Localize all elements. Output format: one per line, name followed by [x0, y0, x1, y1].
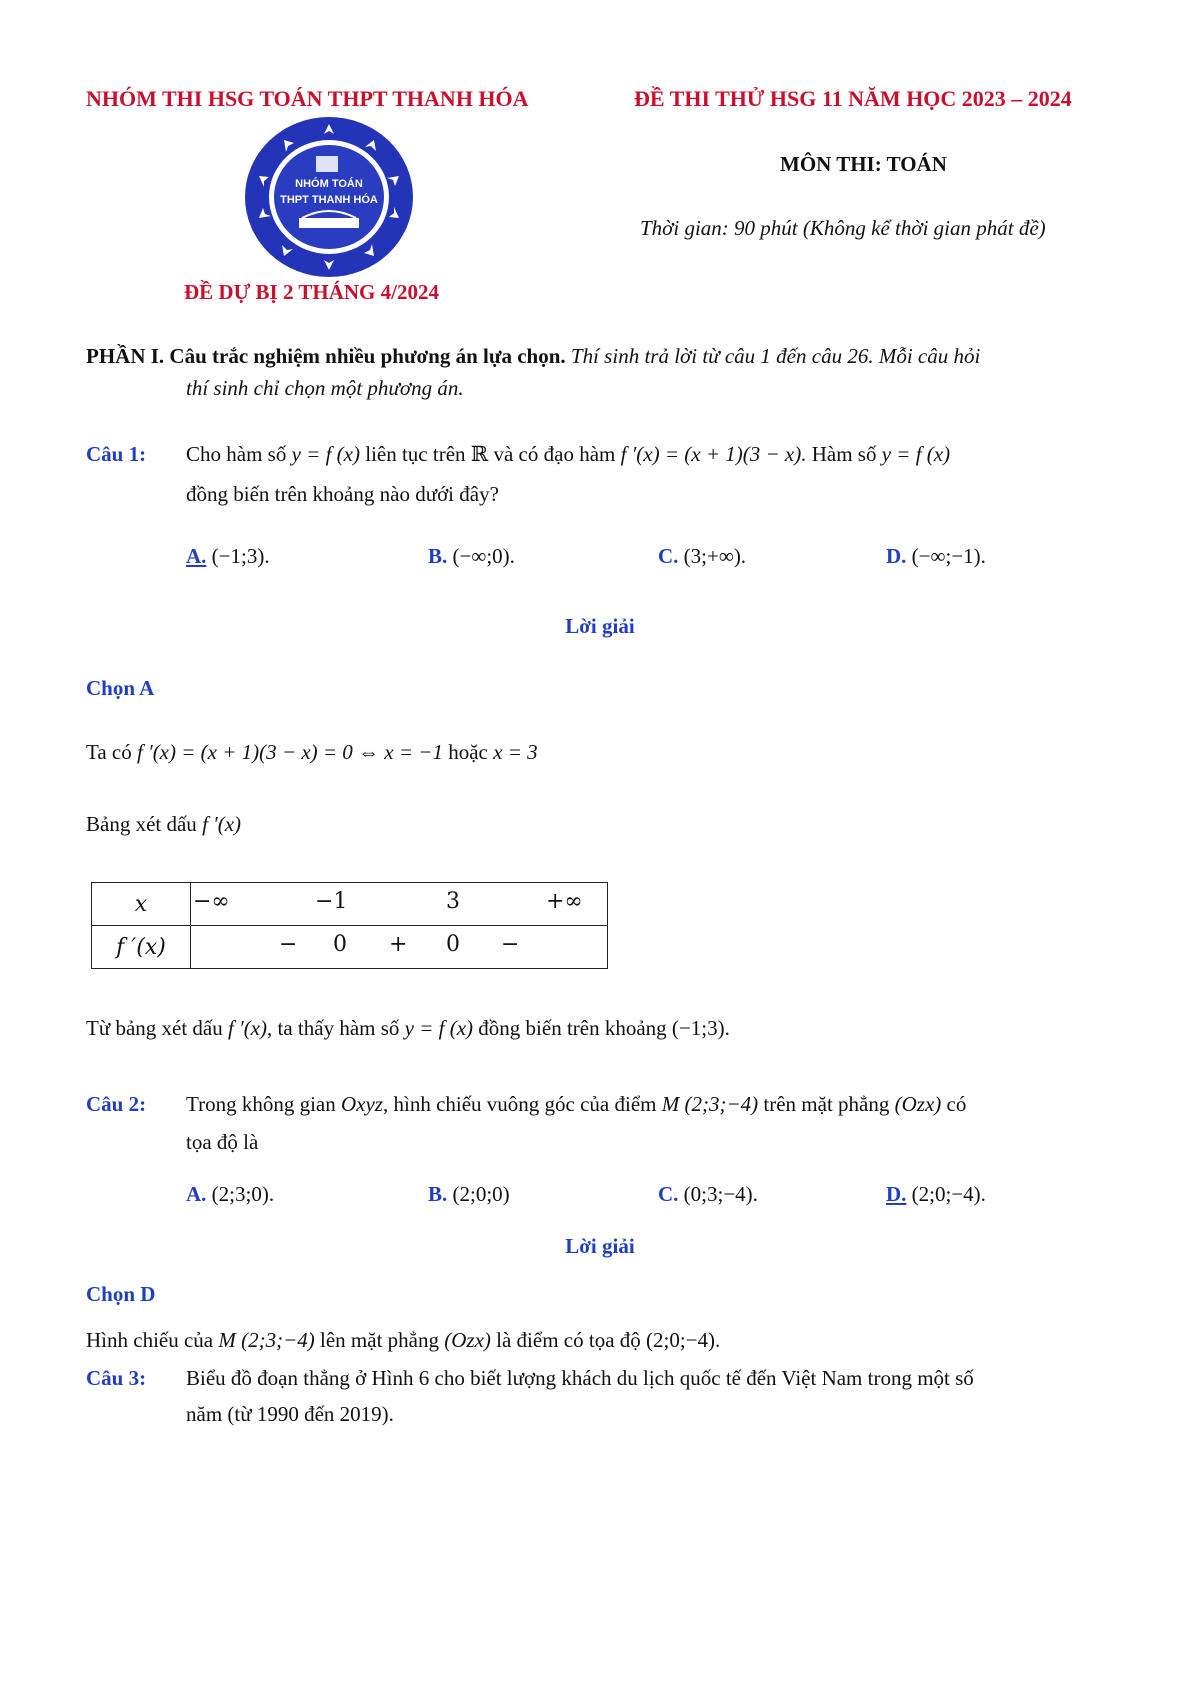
- q1-conclusion-f: (−1;3).: [671, 1016, 730, 1040]
- q2-option-b-value: (2;0;0): [452, 1182, 510, 1206]
- q2-option-d-key: D.: [886, 1182, 907, 1206]
- q1-label: Câu 1:: [86, 442, 147, 466]
- q2-sol-e: là điểm có tọa độ: [496, 1328, 641, 1352]
- q1-option-d-value: (−∞;−1).: [911, 544, 986, 568]
- q2-sol-result: (2;0;−4).: [646, 1328, 721, 1352]
- logo-text-line2: THPT THANH HÓA: [280, 194, 378, 206]
- q2-text: [186, 1092, 966, 1117]
- q1-conclusion-e: đồng biến trên khoảng: [478, 1016, 667, 1040]
- q2-plane: (Ozx): [894, 1092, 942, 1116]
- sign-table-x-values: [191, 883, 608, 926]
- q2-line2: tọa độ là: [186, 1130, 259, 1154]
- q2-sol-c: lên mặt phẳng: [320, 1328, 439, 1352]
- q1-table-label-text: Bảng xét dấu: [86, 812, 197, 836]
- sign-table-x-label: x: [92, 883, 191, 926]
- q1-conclusion-d: y = f (x): [404, 1016, 474, 1040]
- q1-solution-title: Lời giải: [565, 614, 635, 638]
- part1-note: Thí sinh trả lời từ câu 1 đến câu 26. Mỗi câu hỏi: [565, 344, 981, 368]
- q1-table-label-func: f ′(x): [202, 812, 242, 836]
- q1-option-c-key: C.: [658, 544, 679, 568]
- q1-conclusion: [86, 1016, 730, 1041]
- q2-solution: [86, 1328, 720, 1353]
- q2-text-d: có: [946, 1092, 967, 1116]
- q2-option-a: [186, 1182, 274, 1207]
- q1-conclusion-c: , ta thấy hàm số: [267, 1016, 400, 1040]
- q2-option-a-value: (2;3;0).: [211, 1182, 275, 1206]
- q2-option-d: [886, 1182, 986, 1207]
- q2-oxyz: Oxyz: [341, 1092, 383, 1116]
- q3-label: Câu 3:: [86, 1366, 147, 1390]
- q1-derivative: f ′(x) = (x + 1)(3 − x).: [620, 442, 807, 466]
- q1-option-d: [886, 544, 986, 569]
- q2-text-a: Trong không gian: [186, 1092, 336, 1116]
- q1-option-b-value: (−∞;0).: [452, 544, 515, 568]
- q2-text-c: trên mặt phẳng: [763, 1092, 890, 1116]
- sign-value: 0: [446, 932, 460, 957]
- q2-option-b: [428, 1182, 510, 1207]
- q1-text-b: liên tục trên ℝ và có đạo hàm: [365, 442, 616, 466]
- sign-table-row-fp: [92, 926, 608, 969]
- q2-sol-plane: (Ozx): [444, 1328, 491, 1352]
- sign-table-row-x: [92, 883, 608, 926]
- q2-text-b: , hình chiếu vuông góc của điểm: [382, 1092, 657, 1116]
- q2-label: Câu 2:: [86, 1092, 147, 1116]
- q1-conclusion-b: f ′(x): [228, 1016, 268, 1040]
- sign-table-fp-label: f ′(x): [92, 926, 191, 969]
- part1-title: PHẦN I. Câu trắc nghiệm nhiều phương án lựa chọn.: [86, 344, 566, 368]
- x-value: +∞: [546, 889, 583, 914]
- q1-text: [186, 442, 950, 467]
- q1-option-b: [428, 544, 515, 569]
- q1-step1-eq: f ′(x) = (x + 1)(3 − x) = 0 ⇔ x = −1: [137, 740, 443, 764]
- organization-title: NHÓM THI HSG TOÁN THPT THANH HÓA: [86, 86, 529, 111]
- q1-func: y = f (x): [291, 442, 360, 466]
- q1-step1: [86, 740, 538, 765]
- sign-value: 0: [333, 932, 347, 957]
- q1-option-a: [186, 544, 270, 569]
- q2-option-c-value: (0;3;−4).: [683, 1182, 758, 1206]
- q2-option-c-key: C.: [658, 1182, 679, 1206]
- q2-choice: Chọn D: [86, 1282, 156, 1306]
- sign-value: −: [501, 932, 520, 957]
- q2-sol-point: M (2;3;−4): [218, 1328, 315, 1352]
- part1-note-line2: thí sinh chỉ chọn một phương án.: [186, 376, 464, 400]
- x-value: −∞: [193, 889, 230, 914]
- exam-title: ĐỀ THI THỬ HSG 11 NĂM HỌC 2023 – 2024: [634, 86, 1072, 111]
- subject-title: MÔN THI: TOÁN: [780, 152, 947, 176]
- q1-line2: đồng biến trên khoảng nào dưới đây?: [186, 482, 499, 506]
- q1-choice: Chọn A: [86, 676, 155, 700]
- sign-table: [91, 882, 608, 969]
- group-logo: [244, 116, 414, 278]
- sign-value: +: [389, 932, 408, 957]
- q2-option-d-value: (2;0;−4).: [911, 1182, 986, 1206]
- logo-text-line1: NHÓM TOÁN: [295, 178, 363, 190]
- q1-option-d-key: D.: [886, 544, 907, 568]
- q1-text-a: Cho hàm số: [186, 442, 287, 466]
- q1-conclusion-a: Từ bảng xét dấu: [86, 1016, 223, 1040]
- q2-point: M (2;3;−4): [661, 1092, 759, 1116]
- sign-value: −: [279, 932, 298, 957]
- x-value: −1: [315, 889, 348, 914]
- q2-option-c: [658, 1182, 758, 1207]
- q1-step1-root: x = 3: [493, 740, 538, 764]
- sign-table-fp-signs: [191, 926, 608, 969]
- q1-step1-a: Ta có: [86, 740, 132, 764]
- reserve-label: ĐỀ DỰ BỊ 2 THÁNG 4/2024: [184, 280, 439, 304]
- q1-step1-or: hoặc: [448, 740, 488, 764]
- q2-sol-a: Hình chiếu của: [86, 1328, 214, 1352]
- exam-time: Thời gian: 90 phút (Không kể thời gian phát đề): [640, 216, 1046, 240]
- q1-option-c-value: (3;+∞).: [683, 544, 747, 568]
- q1-option-a-value: (−1;3).: [211, 544, 270, 568]
- q3-line2: năm (từ 1990 đến 2019).: [186, 1402, 394, 1426]
- q2-solution-title: Lời giải: [565, 1234, 635, 1258]
- part1-heading: [86, 344, 980, 369]
- q1-text-c: Hàm số: [811, 442, 877, 466]
- q1-func-2: y = f (x): [881, 442, 951, 466]
- q3-line1: Biểu đồ đoạn thẳng ở Hình 6 cho biết lượng khách du lịch quốc tế đến Việt Nam trong một số: [186, 1366, 974, 1390]
- q2-option-b-key: B.: [428, 1182, 448, 1206]
- q1-option-b-key: B.: [428, 544, 448, 568]
- q1-option-c: [658, 544, 746, 569]
- q2-option-a-key: A.: [186, 1182, 207, 1206]
- q1-table-label: [86, 812, 241, 837]
- q1-option-a-key: A.: [186, 544, 207, 568]
- x-value: 3: [446, 889, 460, 914]
